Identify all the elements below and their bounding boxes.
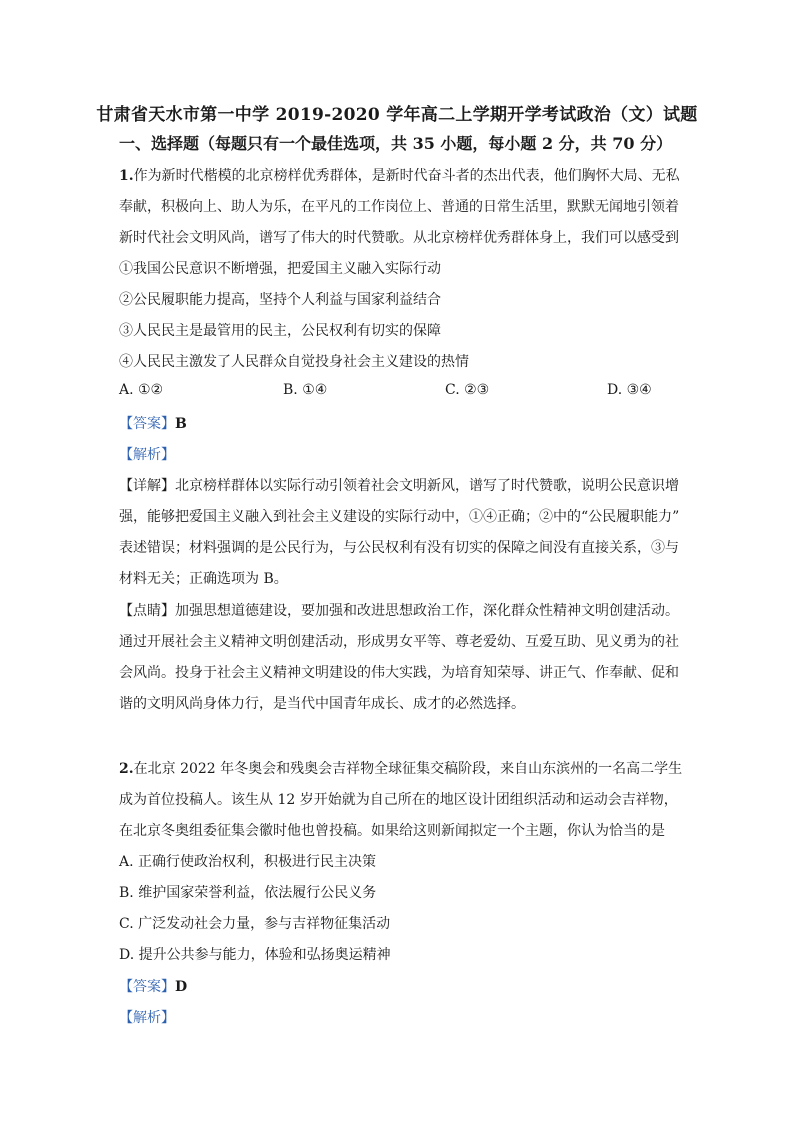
q1-point-line-2: 通过开展社会主义精神文明创建活动，形成男女平等、尊老爱幼、互爱互助、见义勇为的社 (119, 634, 679, 650)
q1-statement-4: ④人民民主激发了人民群众自觉投身社会主义建设的热情 (119, 354, 469, 370)
q1-stem-line-3: 新时代社会文明风尚，谱写了伟大的时代赞歌。从北京榜样优秀群体身上，我们可以感受到 (119, 230, 679, 246)
q2-stem-line-3: 在北京冬奥组委征集会徽时他也曾投稿。如果给这则新闻拟定一个主题，你认为恰当的是 (119, 823, 665, 839)
q1-option-a: A. ①② (119, 382, 164, 398)
q1-detail-line-1: 【详解】北京榜样群体以实际行动引领着社会文明新风，谱写了时代赞歌，说明公民意识增 (119, 478, 679, 494)
answer-value: B (175, 416, 187, 432)
q1-number: 1. (119, 168, 134, 184)
q1-point-line-3: 会风尚。投身于社会主义精神文明建设的伟大实践，为培育知荣辱、讲正气、作奉献、促和 (119, 665, 679, 681)
q1-statement-2: ②公民履职能力提高，坚持个人利益与国家利益结合 (119, 292, 441, 308)
q1-option-d: D. ③④ (607, 382, 652, 398)
q1-answer (119, 413, 187, 433)
q1-statement-1: ①我国公民意识不断增强，把爱国主义融入实际行动 (119, 261, 441, 277)
section-heading: 一、选择题（每题只有一个最佳选项，共 35 小题，每小题 2 分，共 70 分） (119, 134, 673, 153)
q2-stem-line-2: 成为首位投稿人。该生从 12 岁开始就为自己所在的地区设计团组织活动和运动会吉祥物， (119, 792, 678, 808)
q2-answer (119, 976, 187, 996)
q1-point-line-4: 谐的文明风尚身体力行，是当代中国青年成长、成才的必然选择。 (119, 696, 525, 712)
q1-option-c: C. ②③ (445, 382, 490, 398)
q2-option-d: D. 提升公共参与能力，体验和弘扬奥运精神 (119, 947, 391, 963)
q1-statement-3: ③人民民主是最管用的民主，公民权利有切实的保障 (119, 323, 441, 339)
detail-tag: 【详解】 (119, 478, 175, 494)
q1-point-line-1: 【点睛】加强思想道德建设，要加强和改进思想政治工作，深化群众性精神文明创建活动。 (119, 603, 679, 619)
q2-option-c: C. 广泛发动社会力量，参与吉祥物征集活动 (119, 916, 391, 932)
q1-detail-line-3: 表述错误；材料强调的是公民行为，与公民权利有没有切实的保障之间没有直接关系，③与 (119, 540, 679, 556)
q2-number: 2. (119, 761, 134, 777)
answer-value: D (175, 979, 188, 995)
page-title: 甘肃省天水市第一中学 2019-2020 学年高二上学期开学考试政治（文）试题 (96, 105, 698, 125)
point-tag: 【点睛】 (119, 603, 175, 619)
q1-detail-line-2: 强，能够把爱国主义融入到社会主义建设的实际行动中，①④正确；②中的“公民履职能力” (119, 509, 680, 525)
q1-stem-line-1: 1.作为新时代楷模的北京榜样优秀群体，是新时代奋斗者的杰出代表，他们胸怀大局、无私 (119, 168, 680, 184)
q2-analysis-tag: 【解析】 (119, 1010, 175, 1026)
q1-detail-line-4: 材料无关；正确选项为 B。 (119, 571, 288, 587)
q2-option-b: B. 维护国家荣誉利益，依法履行公民义务 (119, 885, 377, 901)
q2-stem-line-1: 2.在北京 2022 年冬奥会和残奥会吉祥物全球征集交稿阶段，来自山东滨州的一名高二学生 (119, 761, 683, 777)
answer-tag: 【答案】 (119, 416, 175, 432)
q1-option-b: B. ①④ (283, 382, 328, 398)
q2-option-a: A. 正确行使政治权利，积极进行民主决策 (119, 854, 377, 870)
answer-tag: 【答案】 (119, 979, 175, 995)
q1-analysis-tag: 【解析】 (119, 447, 175, 463)
q1-stem-line-2: 奉献，积极向上、助人为乐，在平凡的工作岗位上、普通的日常生活里，默默无闻地引领着 (119, 199, 679, 215)
